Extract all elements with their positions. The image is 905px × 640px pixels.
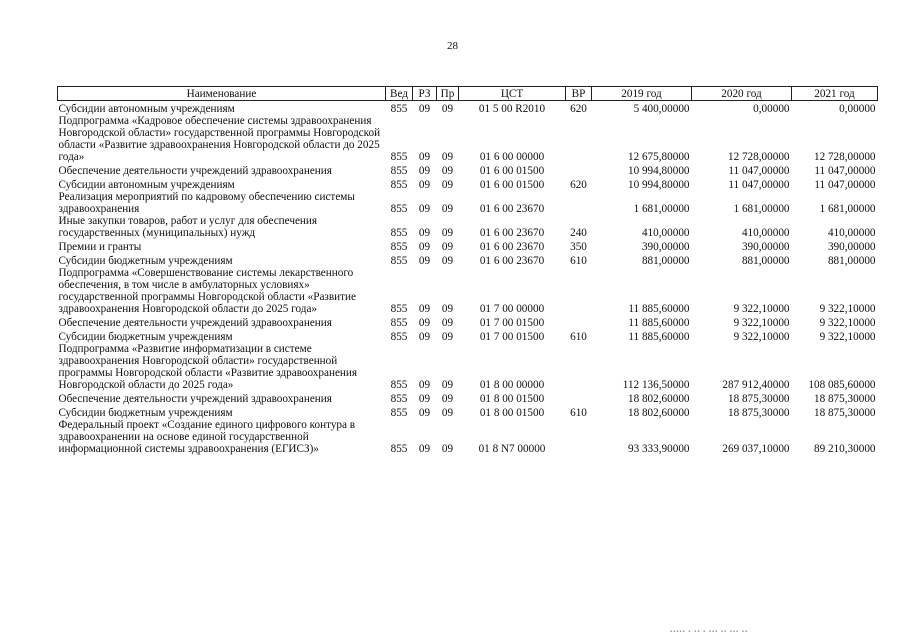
header-2019: 2019 год [592, 87, 692, 101]
header-ved: Вед [386, 87, 413, 101]
cell-vr: 240 [570, 226, 587, 239]
cell-name: Премии и гранты [58, 240, 142, 253]
table-row [58, 419, 878, 455]
cell-cst: 01 7 00 00000 [479, 302, 545, 315]
cell-vr [566, 191, 592, 215]
cell-y2020: 11 047,00000 [728, 178, 790, 191]
cell-ved: 855 [390, 164, 408, 177]
cell-cst: 01 6 00 23670 [479, 226, 545, 239]
cell-y2019: 10 994,80000 [627, 164, 690, 177]
cell-vr: 620 [570, 102, 587, 115]
cell-rz: 09 [418, 330, 431, 343]
cell-y2019: 390,00000 [641, 240, 690, 253]
cell-y2020: 0,00000 [753, 102, 790, 115]
header-cst: ЦСТ [459, 87, 566, 101]
cell-ved: 855 [390, 442, 408, 455]
table-row [58, 315, 878, 329]
cell-ved: 855 [390, 254, 408, 267]
cell-name: Субсидии бюджетным учреждениям [58, 330, 233, 343]
cell-vr [566, 419, 592, 455]
cell-rz: 09 [418, 406, 431, 419]
header-2021: 2021 год [792, 87, 878, 101]
cell-y2020: 12 728,00000 [727, 150, 790, 163]
cell-y2021: 390,00000 [827, 240, 876, 253]
table-row [58, 215, 878, 239]
cell-y2021: 18 875,30000 [813, 406, 876, 419]
cell-pr: 09 [441, 202, 454, 215]
cell-cst: 01 8 00 01500 [479, 406, 545, 419]
cell-cst: 01 6 00 23670 [479, 254, 545, 267]
cell-ved: 855 [390, 178, 408, 191]
cell-cst: 01 8 N7 00000 [478, 442, 546, 455]
cell-name: Субсидии бюджетным учреждениям [58, 254, 233, 267]
cell-vr [566, 343, 592, 391]
cell-ved: 855 [390, 378, 408, 391]
cell-y2021: 108 085,60000 [808, 378, 876, 391]
cell-y2021: 9 322,10000 [819, 316, 876, 329]
cell-rz: 09 [418, 102, 431, 115]
cell-cst: 01 6 00 23670 [479, 240, 545, 253]
cell-y2019: 11 885,60000 [628, 302, 690, 315]
cell-name: Обеспечение деятельности учреждений здравоохранения [58, 392, 332, 405]
table-header [58, 87, 878, 101]
cell-y2020: 11 047,00000 [728, 164, 790, 177]
page-number: 28 [447, 40, 458, 52]
cell-name: Обеспечение деятельности учреждений здравоохранения [58, 164, 332, 177]
cell-y2021: 89 210,30000 [813, 442, 876, 455]
cell-rz: 09 [418, 202, 431, 215]
cell-y2020: 1 681,00000 [733, 202, 790, 215]
cell-y2020: 9 322,10000 [733, 330, 790, 343]
cell-y2021: 1 681,00000 [819, 202, 876, 215]
cell-y2020: 269 037,10000 [722, 442, 790, 455]
cell-rz: 09 [418, 178, 431, 191]
budget-table [57, 86, 878, 455]
cell-rz: 09 [418, 240, 431, 253]
cell-ved: 855 [390, 202, 408, 215]
cell-pr: 09 [441, 330, 454, 343]
header-2020: 2020 год [692, 87, 792, 101]
cell-y2021: 18 875,30000 [813, 392, 876, 405]
header-name: Наименование [58, 87, 386, 101]
table-row [58, 163, 878, 177]
table-row [58, 405, 878, 419]
header-rz: РЗ [413, 87, 437, 101]
cell-cst: 01 6 00 01500 [479, 178, 545, 191]
cell-y2021: 11 047,00000 [814, 164, 876, 177]
cell-vr: 620 [570, 178, 587, 191]
cell-rz: 09 [418, 392, 431, 405]
table-row [58, 101, 878, 115]
table-row [58, 115, 878, 163]
cell-rz: 09 [418, 254, 431, 267]
scan-artifact: ▪▪▪▪▪ ▪ ▪▪ ▪ ▪▪▪ ▪▪ ▪▪▪ ▪▪ [670, 629, 749, 635]
cell-ved: 855 [390, 392, 408, 405]
cell-y2021: 881,00000 [827, 254, 876, 267]
cell-name: Субсидии бюджетным учреждениям [58, 406, 233, 419]
cell-vr [566, 115, 592, 163]
cell-cst: 01 8 00 01500 [479, 392, 545, 405]
cell-y2019: 112 136,50000 [622, 378, 690, 391]
cell-pr: 09 [441, 102, 454, 115]
cell-y2021: 11 047,00000 [814, 178, 876, 191]
cell-rz: 09 [418, 442, 431, 455]
table-row [58, 267, 878, 315]
cell-y2019: 93 333,90000 [627, 442, 690, 455]
cell-ved: 855 [390, 240, 408, 253]
table-row [58, 177, 878, 191]
cell-rz: 09 [418, 316, 431, 329]
cell-y2019: 5 400,00000 [633, 102, 690, 115]
cell-y2021: 9 322,10000 [819, 330, 876, 343]
cell-name: Подпрограмма «Кадровое обеспечение системы здравоохранения Новгородской области» государственной программы Новгородской области «Развитие здравоохранения Новгородской области до 2025 года» [58, 114, 381, 163]
cell-name: Субсидии автономным учреждениям [58, 102, 235, 115]
cell-y2020: 9 322,10000 [733, 316, 790, 329]
cell-vr: 610 [570, 406, 587, 419]
cell-cst: 01 6 00 00000 [479, 150, 545, 163]
cell-cst: 01 5 00 R2010 [478, 102, 546, 115]
table-row [58, 343, 878, 391]
cell-pr: 09 [441, 302, 454, 315]
table-row [58, 239, 878, 253]
cell-y2019: 12 675,80000 [627, 150, 690, 163]
cell-cst: 01 6 00 01500 [479, 164, 545, 177]
cell-pr: 09 [441, 406, 454, 419]
cell-rz: 09 [418, 164, 431, 177]
table-row [58, 391, 878, 405]
cell-y2021: 12 728,00000 [813, 150, 876, 163]
cell-rz: 09 [418, 378, 431, 391]
cell-y2020: 9 322,10000 [733, 302, 790, 315]
cell-y2020: 18 875,30000 [727, 406, 790, 419]
cell-cst: 01 7 00 01500 [479, 330, 545, 343]
cell-pr: 09 [441, 316, 454, 329]
cell-cst: 01 7 00 01500 [479, 316, 545, 329]
cell-vr [566, 391, 592, 405]
cell-y2020: 881,00000 [741, 254, 790, 267]
cell-vr: 610 [570, 330, 587, 343]
cell-rz: 09 [418, 150, 431, 163]
table-row [58, 191, 878, 215]
cell-ved: 855 [390, 406, 408, 419]
cell-rz: 09 [418, 226, 431, 239]
cell-y2019: 11 885,60000 [628, 330, 690, 343]
cell-y2019: 410,00000 [641, 226, 690, 239]
cell-vr: 610 [570, 254, 587, 267]
cell-ved: 855 [390, 330, 408, 343]
cell-y2019: 1 681,00000 [633, 202, 690, 215]
cell-y2021: 410,00000 [827, 226, 876, 239]
cell-cst: 01 6 00 23670 [479, 202, 545, 215]
cell-vr: 350 [570, 240, 587, 253]
cell-pr: 09 [441, 442, 454, 455]
cell-name: Подпрограмма «Развитие информатизации в системе здравоохранения Новгородской области» государственной программы Новгородской области «Развитие здравоохранения Новгородской области до 2025 года» [58, 342, 358, 391]
cell-pr: 09 [441, 164, 454, 177]
cell-name: Федеральный проект «Создание единого цифрового контура в здравоохранении на основе единой государственной информационной системы здравоохранения (ЕГИСЗ)» [58, 418, 356, 455]
cell-ved: 855 [390, 302, 408, 315]
table-body [58, 101, 878, 455]
cell-y2019: 18 802,60000 [627, 392, 690, 405]
table-row [58, 329, 878, 343]
header-vr: ВР [566, 87, 592, 101]
cell-name: Субсидии автономным учреждениям [58, 178, 235, 191]
table-row [58, 253, 878, 267]
cell-ved: 855 [390, 316, 408, 329]
header-pr: Пр [437, 87, 459, 101]
cell-y2019: 18 802,60000 [627, 406, 690, 419]
cell-pr: 09 [441, 378, 454, 391]
cell-pr: 09 [441, 240, 454, 253]
cell-y2021: 9 322,10000 [819, 302, 876, 315]
cell-y2020: 18 875,30000 [727, 392, 790, 405]
cell-y2020: 287 912,40000 [722, 378, 790, 391]
cell-ved: 855 [390, 150, 408, 163]
cell-pr: 09 [441, 254, 454, 267]
cell-name: Обеспечение деятельности учреждений здравоохранения [58, 316, 332, 329]
cell-y2020: 410,00000 [741, 226, 790, 239]
cell-vr [566, 163, 592, 177]
cell-ved: 855 [390, 226, 408, 239]
cell-vr [566, 315, 592, 329]
cell-y2020: 390,00000 [741, 240, 790, 253]
cell-vr [566, 267, 592, 315]
cell-rz: 09 [418, 302, 431, 315]
cell-cst: 01 8 00 00000 [479, 378, 545, 391]
cell-pr: 09 [441, 226, 454, 239]
cell-y2019: 881,00000 [641, 254, 690, 267]
cell-name: Иные закупки товаров, работ и услуг для обеспечения государственных (муниципальных) нужд [58, 214, 318, 239]
cell-y2021: 0,00000 [839, 102, 876, 115]
cell-y2019: 10 994,80000 [627, 178, 690, 191]
cell-y2019: 11 885,60000 [628, 316, 690, 329]
cell-pr: 09 [441, 178, 454, 191]
cell-ved: 855 [390, 102, 408, 115]
cell-name: Подпрограмма «Совершенствование системы лекарственного обеспечения, в том числе в амбулаторных условиях» государственной программы Новгородской области «Развитие здравоохранения Новгородской области до 2025 года» [58, 266, 356, 315]
cell-pr: 09 [441, 392, 454, 405]
cell-pr: 09 [441, 150, 454, 163]
cell-name: Реализация мероприятий по кадровому обеспечению системы здравоохранения [58, 190, 355, 215]
